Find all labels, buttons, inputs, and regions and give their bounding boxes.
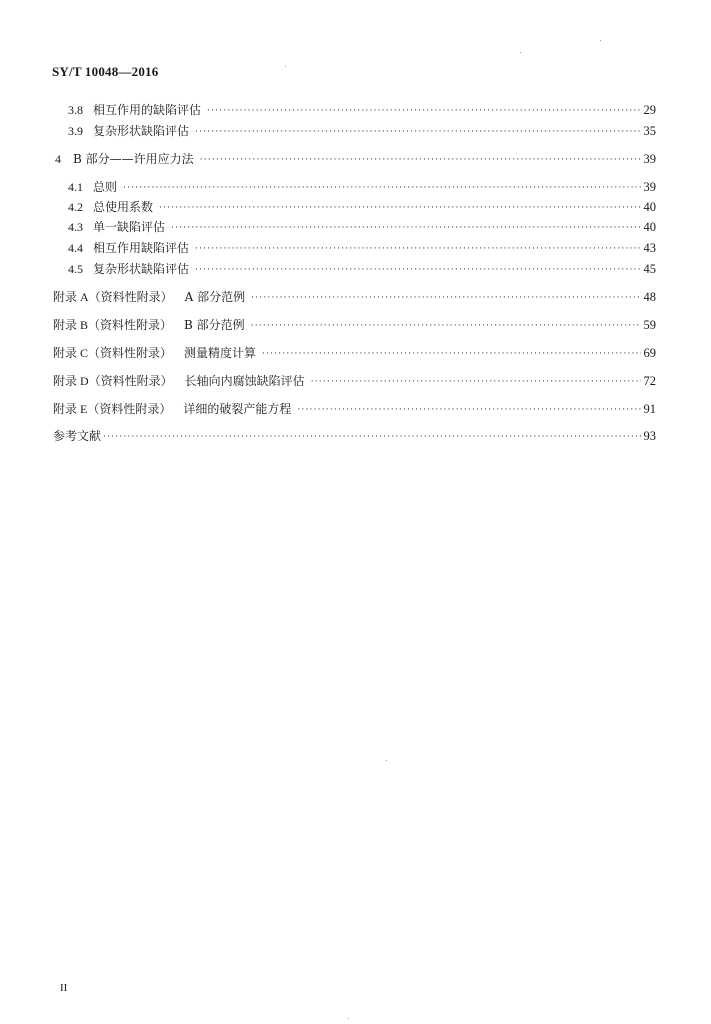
toc-entry-page: 35	[643, 124, 656, 138]
scan-speck	[348, 1018, 349, 1019]
toc-entry-number: 4.4	[68, 241, 83, 255]
toc-entry-page: 40	[643, 220, 656, 234]
toc-entry-page: 39	[643, 180, 656, 194]
toc-entry-title: 长轴向内腐蚀缺陷评估	[184, 374, 305, 388]
toc-leader-dots	[311, 374, 641, 390]
toc-leader-dots	[103, 429, 640, 445]
toc-entry-number: 附录 C（资料性附录）	[53, 346, 173, 360]
toc-leader-dots	[262, 346, 640, 362]
toc-leader-dots	[195, 262, 640, 278]
toc-entry[interactable]	[68, 261, 656, 279]
toc-entry-title: 相互作用的缺陷评估	[93, 103, 202, 117]
toc-leader-dots	[159, 200, 640, 216]
toc-entry[interactable]	[53, 289, 656, 307]
scan-speck	[520, 52, 521, 53]
toc-entry-number: 3.8	[68, 103, 83, 117]
toc-entry-page: 93	[643, 429, 656, 443]
toc-entry-title: 复杂形状缺陷评估	[93, 262, 190, 276]
toc-entry[interactable]	[53, 345, 656, 363]
toc-entry-page: 45	[643, 262, 656, 276]
toc-leader-dots	[171, 220, 640, 236]
toc-leader-dots	[251, 318, 641, 334]
toc-entry-number: 附录 B（资料性附录）	[53, 318, 173, 332]
toc-entry-page: 40	[643, 200, 656, 214]
toc-entry-page: 72	[643, 374, 656, 388]
toc-entry-number: 4.2	[68, 200, 83, 214]
toc-leader-dots	[123, 180, 640, 196]
toc-entry[interactable]	[68, 102, 656, 120]
toc-entry-page: 59	[643, 318, 656, 332]
scan-speck	[386, 760, 387, 761]
toc-entry-title: 详细的破裂产能方程	[183, 402, 292, 416]
toc-entry-title: 单一缺陷评估	[93, 220, 166, 234]
toc-leader-dots	[251, 290, 640, 306]
toc-entry-title: B 部分范例	[184, 318, 245, 332]
toc-entry[interactable]	[53, 401, 656, 419]
toc-entry-page: 48	[643, 290, 656, 304]
toc-entry-page: 29	[643, 103, 656, 117]
toc-entry-title: 参考文献	[53, 429, 102, 443]
toc-entry[interactable]	[68, 240, 656, 258]
toc-entry-number: 4.1	[68, 180, 83, 194]
toc-entry-title: 总使用系数	[93, 200, 154, 214]
toc-leader-dots	[195, 124, 640, 140]
toc-leader-dots	[195, 241, 640, 257]
toc-leader-dots	[297, 402, 640, 418]
toc-entry-title: 测量精度计算	[184, 346, 257, 360]
toc-entry-title: B 部分——许用应力法	[73, 152, 194, 166]
toc-entry-number: 4.5	[68, 262, 83, 276]
scan-speck	[600, 40, 601, 41]
toc-entry[interactable]	[53, 373, 656, 391]
scan-speck	[285, 66, 286, 67]
toc-entry[interactable]	[53, 428, 656, 446]
toc-entry-number: 4	[55, 152, 61, 166]
toc-entry-page: 69	[643, 346, 656, 360]
toc-entry-title: 复杂形状缺陷评估	[93, 124, 190, 138]
toc-entry-title: A 部分范例	[184, 290, 246, 304]
toc-entry-number: 附录 A（资料性附录）	[53, 290, 173, 304]
toc-entry[interactable]	[55, 151, 656, 169]
toc-entry[interactable]	[68, 123, 656, 141]
toc-entry[interactable]	[68, 199, 656, 217]
toc-entry[interactable]	[53, 317, 656, 335]
toc-entry[interactable]	[68, 219, 656, 237]
toc-entry-title: 相互作用缺陷评估	[93, 241, 190, 255]
page-number-footer: II	[60, 982, 68, 994]
toc-entry-title: 总则	[93, 180, 118, 194]
toc-entry-page: 39	[643, 152, 656, 166]
toc-entry[interactable]	[68, 179, 656, 197]
toc-leader-dots	[207, 103, 640, 119]
toc-entry-page: 91	[643, 402, 656, 416]
toc-entry-number: 4.3	[68, 220, 83, 234]
toc-leader-dots	[200, 152, 641, 168]
toc-entry-page: 43	[643, 241, 656, 255]
toc-entry-number: 附录 D（资料性附录）	[53, 374, 173, 388]
standard-code-header: SY/T 10048—2016	[52, 64, 159, 79]
toc-entry-number: 3.9	[68, 124, 83, 138]
toc-entry-number: 附录 E（资料性附录）	[53, 402, 172, 416]
